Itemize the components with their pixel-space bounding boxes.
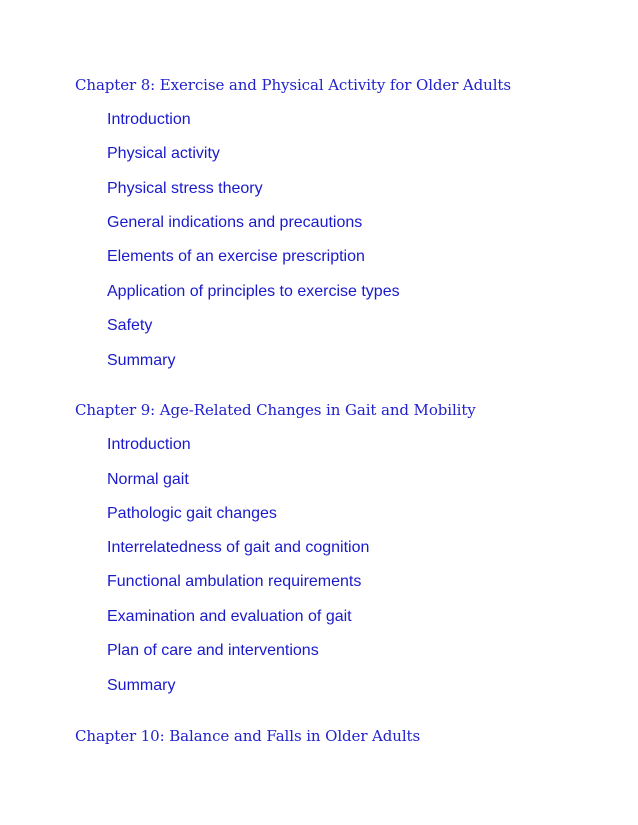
ch8-section-physical-activity[interactable]: Physical activity	[107, 145, 220, 162]
ch9-section-introduction[interactable]: Introduction	[107, 436, 191, 453]
ch8-section-elements-exercise-prescription[interactable]: Elements of an exercise prescription	[107, 248, 365, 265]
ch9-section-functional-ambulation[interactable]: Functional ambulation requirements	[107, 573, 362, 590]
ch9-section-plan-of-care[interactable]: Plan of care and interventions	[107, 642, 319, 659]
chapter-8-title[interactable]: Chapter 8: Exercise and Physical Activity for Older Adults	[75, 76, 511, 94]
ch9-section-normal-gait[interactable]: Normal gait	[107, 471, 189, 488]
chapter-9-title[interactable]: Chapter 9: Age-Related Changes in Gait and Mobility	[75, 401, 476, 419]
chapter-10-title[interactable]: Chapter 10: Balance and Falls in Older Adults	[75, 727, 421, 745]
ch8-section-introduction[interactable]: Introduction	[107, 111, 191, 128]
ch8-section-physical-stress-theory[interactable]: Physical stress theory	[107, 180, 263, 197]
ch8-section-safety[interactable]: Safety	[107, 317, 153, 334]
ch9-section-examination-evaluation-gait[interactable]: Examination and evaluation of gait	[107, 608, 352, 625]
ch8-section-summary[interactable]: Summary	[107, 352, 176, 369]
ch9-section-pathologic-gait-changes[interactable]: Pathologic gait changes	[107, 505, 277, 522]
ch9-section-summary[interactable]: Summary	[107, 677, 176, 694]
ch8-section-application-principles[interactable]: Application of principles to exercise types	[107, 283, 400, 300]
ch9-section-gait-and-cognition[interactable]: Interrelatedness of gait and cognition	[107, 539, 370, 556]
ch8-section-general-indications[interactable]: General indications and precautions	[107, 214, 363, 231]
